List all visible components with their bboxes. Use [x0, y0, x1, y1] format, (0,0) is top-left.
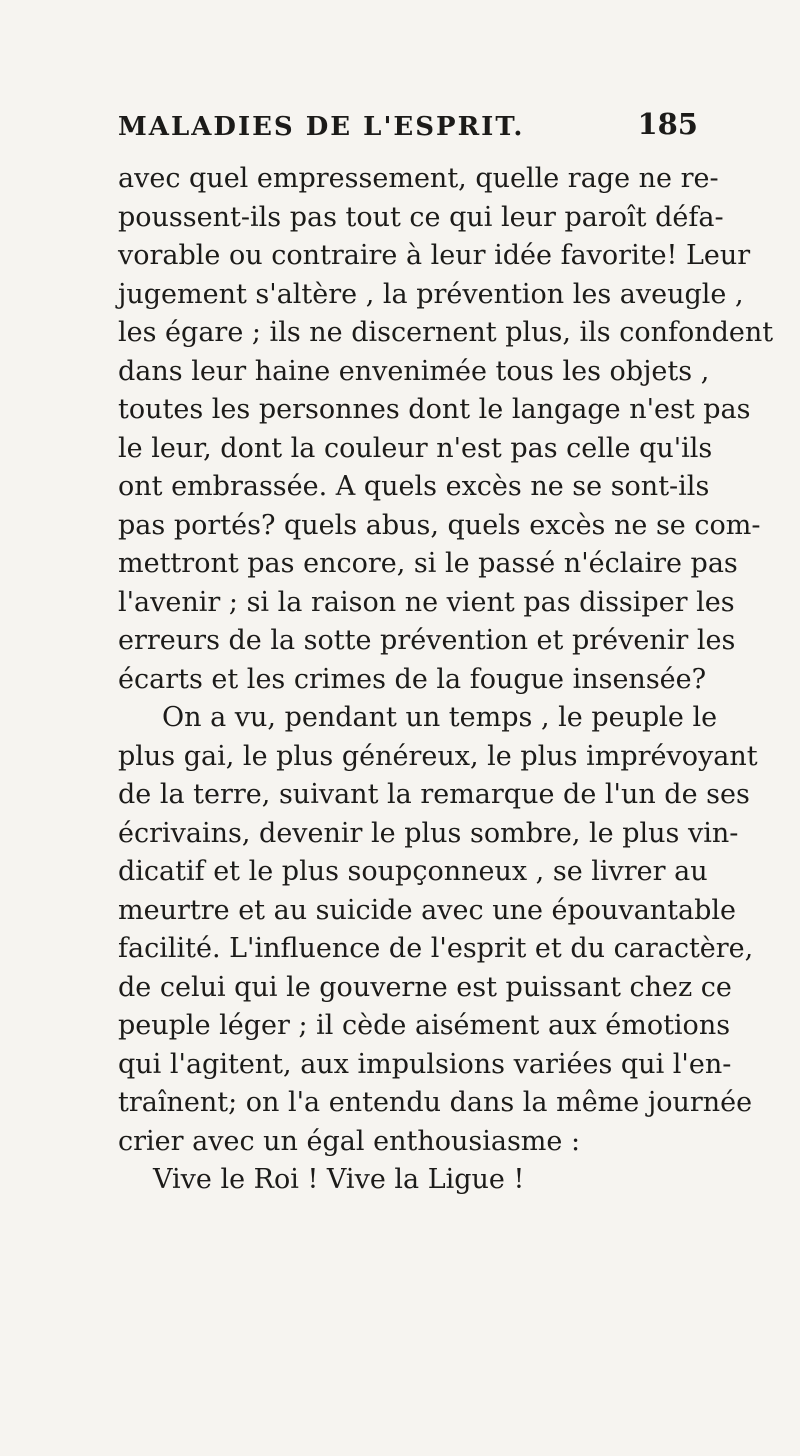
- text-line: qui l'agitent, aux impulsions variées qui l'en-: [118, 1048, 732, 1080]
- page-number: 185: [637, 107, 698, 141]
- text-line: traînent; on l'a entendu dans la même journée: [118, 1087, 753, 1118]
- text-line: poussent-ils pas tout ce qui leur paroît défa-: [118, 201, 724, 233]
- text-line: erreurs de la sotte prévention et prévenir les: [118, 625, 736, 656]
- text-line: Vive le Roi ! Vive la Ligue !: [153, 1164, 525, 1195]
- text-line: crier avec un égal enthousiasme :: [118, 1125, 581, 1157]
- text-line: ont embrassée. A quels excès ne se sont-ils: [118, 471, 710, 502]
- text-line: mettront pas encore, si le passé n'éclaire pas: [118, 548, 738, 579]
- text-line: dans leur haine envenimée tous les objets ,: [118, 355, 710, 387]
- text-line: écrivains, devenir le plus sombre, le plus vin-: [118, 817, 739, 849]
- page-header: [118, 107, 698, 152]
- text-line: meurtre et au suicide avec une épouvantable: [118, 894, 737, 926]
- text-line: pas portés? quels abus, quels excès ne se com-: [118, 509, 761, 541]
- text-line: l'avenir ; si la raison ne vient pas dissiper les: [118, 586, 735, 618]
- text-line: plus gai, le plus généreux, le plus imprévoyant: [118, 740, 758, 772]
- text-line: écarts et les crimes de la fougue insensée?: [118, 663, 707, 695]
- text-line: vorable ou contraire à leur idée favorite! Leur: [118, 240, 751, 271]
- text-line: de celui qui le gouverne est puissant chez ce: [118, 971, 732, 1003]
- text-line: On a vu, pendant un temps , le peuple le: [162, 702, 718, 733]
- text-line: de la terre, suivant la remarque de l'un de ses: [118, 779, 750, 810]
- text-line: les égare ; ils ne discernent plus, ils confondent: [118, 317, 774, 348]
- text-line: avec quel empressement, quelle rage ne re-: [118, 163, 719, 194]
- running-head: MALADIES DE L'ESPRIT.: [118, 112, 525, 142]
- text-line: dicatif et le plus soupçonneux , se livrer au: [118, 856, 708, 887]
- text-line: peuple léger ; il cède aisément aux émotions: [118, 1010, 731, 1041]
- text-line: le leur, dont la couleur n'est pas celle qu'ils: [118, 432, 713, 464]
- text-line: facilité. L'influence de l'esprit et du caractère,: [118, 933, 754, 964]
- text-line: jugement s'altère , la prévention les aveugle ,: [118, 278, 744, 310]
- text-line: toutes les personnes dont le langage n'est pas: [118, 394, 751, 425]
- body-text: [118, 160, 774, 1200]
